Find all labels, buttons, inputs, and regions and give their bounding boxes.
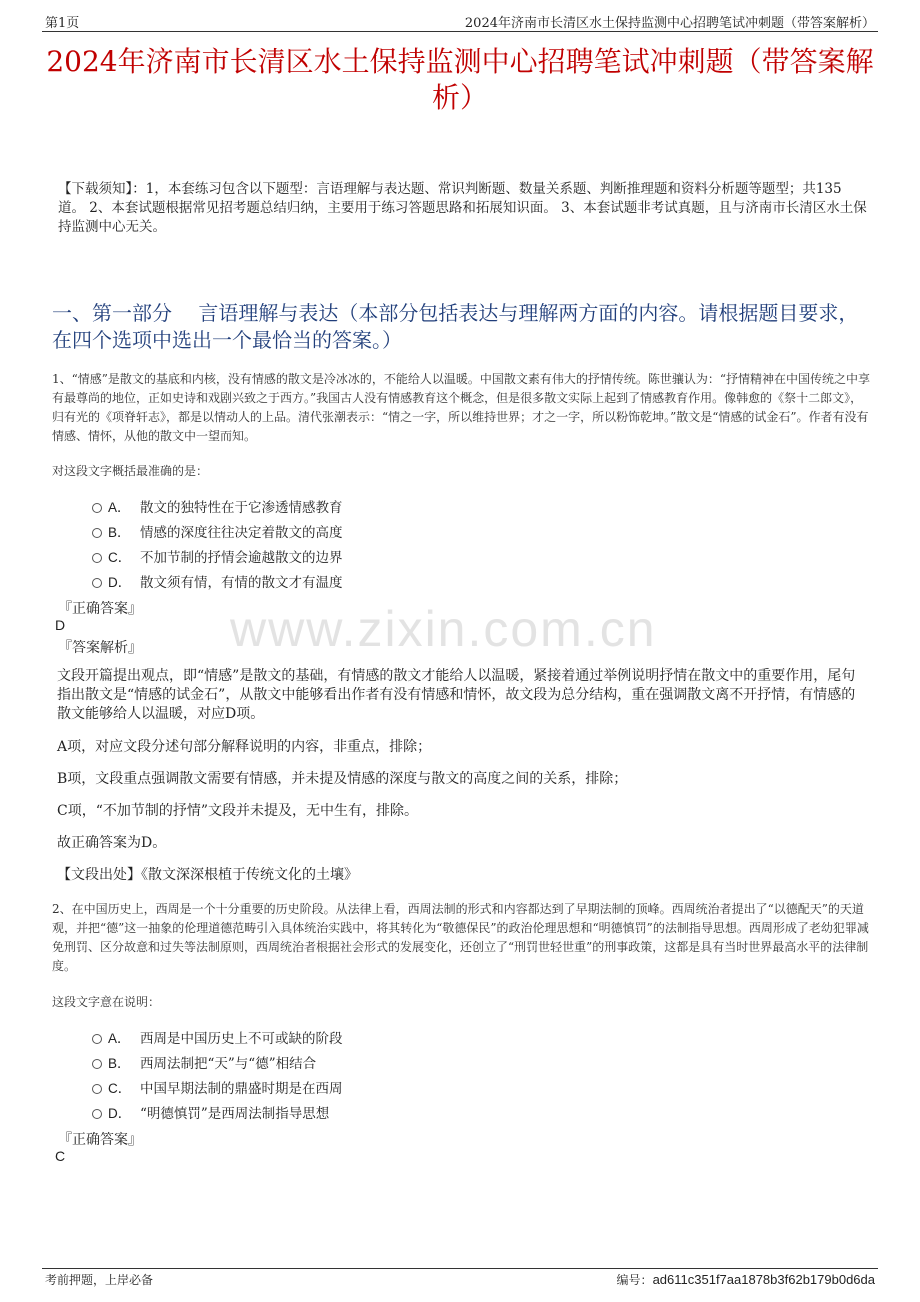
option-letter: D． xyxy=(108,575,132,590)
section-title: 一、第一部分 言语理解与表达（本部分包括表达与理解两方面的内容。请根据题目要求，在四个选项中选出一个最恰当的答案。） xyxy=(52,301,859,352)
question-1-analysis-label: 『答案解析』 xyxy=(58,640,142,656)
code-label: 编号： xyxy=(616,1273,653,1287)
question-2-stem: 2、在中国历史上，西周是一个十分重要的历史阶段。从法律上看，西周法制的形式和内容都达到了早期法制的顶峰。西周统治者提出了“以德配天”的天道观，并把“德”这一抽象的伦理道德范畴引入具体统治实践中，将其转化为“敬德保民”的政治伦理思想和“明德慎罚”的法制指导思想。西周形成了老幼犯罪减免刑罚、区分故意和过失等法制原则，西周统治者根据社会形式的发展变化，还创立了“刑罚世轻世重”的刑事政策，这都是具有当时世界最高水平的法律制度。 xyxy=(52,902,869,973)
question-1-option-c[interactable] xyxy=(92,546,343,566)
page-number: 第1页 xyxy=(45,16,80,31)
code-value: ad611c351f7aa1878b3f62b179b0d6da xyxy=(652,1272,875,1287)
radio-icon[interactable] xyxy=(92,528,102,538)
option-letter: A． xyxy=(108,1031,131,1046)
header-divider xyxy=(42,31,878,32)
question-2-prompt: 这段文字意在说明： xyxy=(52,995,161,1009)
option-text: 西周法制把“天”与“德”相结合 xyxy=(140,1056,317,1072)
question-1-prompt: 对这段文字概括最准确的是： xyxy=(52,464,209,478)
question-1-stem: 1、“情感”是散文的基底和内核，没有情感的散文是冷冰冰的，不能给人以温暖。中国散文素有伟大的抒情传统。陈世骧认为：“抒情精神在中国传统之中享有最尊尚的地位，正如史诗和戏剧兴致之于西方。”我国古人没有情感教育这个概念，但是很多散文实际上起到了情感教育作用。像韩愈的《祭十二郎文》，归有光的《项脊轩志》，都是以情动人的上品。清代张潮表示：“情之一字，所以维持世界；才之一字，所以粉饰乾坤。”散文是“情感的试金石”。作者有没有情感、情怀，从他的散文中一望而知。 xyxy=(52,372,871,443)
question-2-option-d[interactable] xyxy=(92,1102,329,1122)
question-1-analysis-a: A项，对应文段分述句部分解释说明的内容，非重点，排除； xyxy=(57,739,432,755)
option-text: 不加节制的抒情会逾越散文的边界 xyxy=(140,550,343,566)
option-letter: C． xyxy=(108,550,132,565)
option-text: 情感的深度往往决定着散文的高度 xyxy=(140,525,343,541)
option-text: 散文的独特性在于它渗透情感教育 xyxy=(140,500,343,516)
question-1-option-d[interactable] xyxy=(92,571,343,591)
radio-icon[interactable] xyxy=(92,1034,102,1044)
question-1-source: 【文段出处】《散文深深根植于传统文化的土壤》 xyxy=(57,867,358,883)
running-title: 2024年济南市长清区水土保持监测中心招聘笔试冲刺题（带答案解析） xyxy=(464,16,875,31)
question-2-option-c[interactable] xyxy=(92,1077,343,1097)
question-1-analysis-paragraph: 文段开篇提出观点，即“情感”是散文的基础，有情感的散文才能给人以温暖，紧接着通过举例说明抒情在散文中的重要作用，尾句指出散文是“情感的试金石”，从散文中能够看出作者有没有情感和情怀，故文段为总分结构，重在强调散文离不开抒情，有情感的散文能够给人以温暖，对应D项。 xyxy=(57,668,856,722)
option-letter: B． xyxy=(108,525,131,540)
radio-icon[interactable] xyxy=(92,1084,102,1094)
footer-divider xyxy=(42,1268,878,1269)
question-2-answer-label: 『正确答案』 xyxy=(58,1132,142,1148)
option-letter: D． xyxy=(108,1106,132,1121)
option-text: “明德慎罚”是西周法制指导思想 xyxy=(140,1106,330,1122)
question-1-conclusion: 故正确答案为D。 xyxy=(57,835,167,851)
radio-icon[interactable] xyxy=(92,1109,102,1119)
option-letter: C． xyxy=(108,1081,132,1096)
question-2-answer: C xyxy=(55,1148,66,1164)
question-1-answer: D xyxy=(55,617,66,633)
question-2-option-b[interactable] xyxy=(92,1052,316,1072)
option-text: 散文须有情，有情的散文才有温度 xyxy=(140,575,343,591)
document-title: 2024年济南市长清区水土保持监测中心招聘笔试冲刺题（带答案解析） xyxy=(46,45,874,114)
radio-icon[interactable] xyxy=(92,553,102,563)
question-1-option-b[interactable] xyxy=(92,521,343,541)
option-text: 中国早期法制的鼎盛时期是在西周 xyxy=(140,1081,343,1097)
question-1-analysis-c: C项，“不加节制的抒情”文段并未提及，无中生有，排除。 xyxy=(57,803,419,819)
radio-icon[interactable] xyxy=(92,503,102,513)
question-1-answer-label: 『正确答案』 xyxy=(58,601,142,617)
question-1-analysis-b: B项，文段重点强调散文需要有情感，并未提及情感的深度与散文的高度之间的关系，排除； xyxy=(57,771,628,787)
radio-icon[interactable] xyxy=(92,1059,102,1069)
option-letter: B． xyxy=(108,1056,131,1071)
watermark: www.zixin.com.cn xyxy=(230,601,657,657)
download-notice: 【下载须知】：1，本套练习包含以下题型：言语理解与表达题、常识判断题、数量关系题、判断推理题和资料分析题等题型；共135道。 2、本套试题根据常见招考题总结归纳，主要用于练习答题思路和拓展知识面。 3、本套试题非考试真题，且与济南市长清区水土保持监测中心无关。 xyxy=(58,181,867,235)
radio-icon[interactable] xyxy=(92,578,102,588)
option-letter: A． xyxy=(108,500,131,515)
question-2-option-a[interactable] xyxy=(92,1027,343,1047)
footer-slogan: 考前押题，上岸必备 xyxy=(45,1273,154,1287)
question-1-option-a[interactable] xyxy=(92,496,343,516)
footer-code xyxy=(617,1271,875,1288)
option-text: 西周是中国历史上不可或缺的阶段 xyxy=(140,1031,343,1047)
